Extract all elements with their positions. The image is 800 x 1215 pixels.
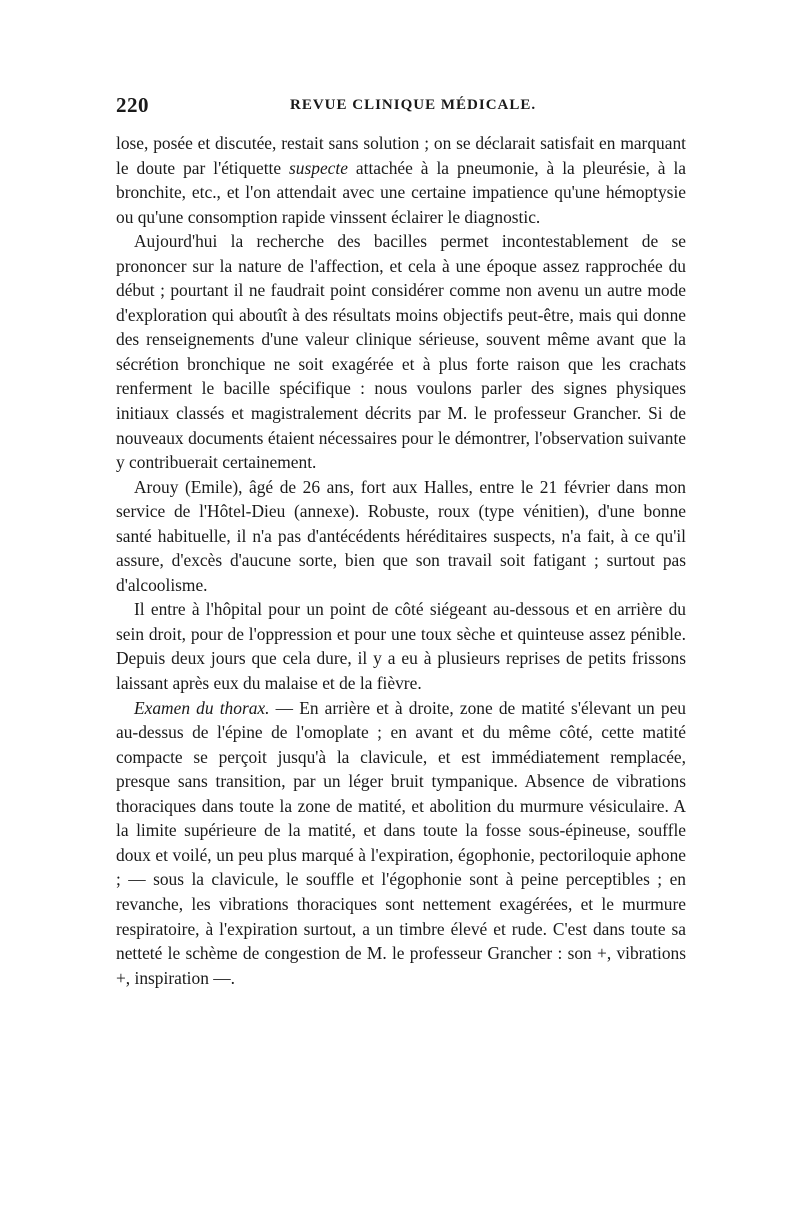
paragraph-text: — En arrière et à droite, zone de matité s'élevant un peu au-dessus de l'épine de l'omoplate ; en avant et du même côté, cette matité compacte se perçoit jusqu'à la clavicule, et est immédiatement remplacée, presque sans transition, par un léger bruit tympanique. Absence de vibrations thoraciques dans toute la zone de matité, et abolition du murmure vésiculaire. A la limite supérieure de la matité, et dans toute la fosse sous-épineuse, souffle doux et voilé, un peu plus marqué à l'expiration, égophonie, pectoriloquie aphone ; — sous la clavicule, le souffle et l'égophonie sont à peine perceptibles ; en revanche, les vibrations thoraciques sont nettement exagérées, et le murmure respiratoire, à l'expiration surtout, a un timbre élevé et rude. C'est dans toute sa netteté le schème de congestion de M. le professeur Grancher : son +, vibrations +, inspiration —. — [116, 697, 686, 988]
paragraph-text: lose, posée et discutée, restait sans solution ; on se déclarait satisfait en marquant le doute par l'étiquette — [116, 133, 686, 178]
paragraph-1 — [116, 131, 686, 229]
paragraph-5 — [116, 696, 686, 991]
paragraph-text: Arouy (Emile), âgé de 26 ans, fort aux Halles, entre le 21 février dans mon service de l'Hôtel-Dieu (annexe). Robuste, roux (type vénitien), d'une bonne santé habituelle, il n'a pas d'antécédents héréditaires suspects, n'a fait, à ce qu'il assure, d'excès d'aucune sorte, bien que son travail soit fatigant ; surtout pas d'alcoolisme. — [116, 476, 686, 595]
body-text — [116, 131, 686, 990]
italic-term: suspecte — [289, 157, 348, 178]
page-number: 220 — [116, 93, 149, 117]
paragraph-text: Aujourd'hui la recherche des bacilles permet incontestablement de se prononcer sur la nature de l'affection, et cela à une époque assez rapprochée du début ; pourtant il ne faudrait point considérer comme non avenu un autre mode d'exploration qui aboutît à des résultats moins objectifs peut-être, mais qui donne des renseignements d'une valeur clinique sérieuse, souvent même avant que la sécrétion bronchique ne soit exagérée et à plus forte raison que les crachats renferment le bacille spécifique : nous voulons parler des signes physiques initiaux classés et magistralement décrits par M. le professeur Grancher. Si de nouveaux documents étaient nécessaires pour le démontrer, l'observation suivante y contribuerait certainement. — [116, 231, 686, 473]
paragraph-text: Il entre à l'hôpital pour un point de côté siégeant au-dessous et en arrière du sein droit, pour de l'oppression et pour une toux sèche et quinteuse assez pénible. Depuis deux jours que cela dure, il y a eu à plusieurs reprises de petits frissons laissant après eux du malaise et de la fièvre. — [116, 599, 686, 694]
paragraph-3 — [116, 475, 686, 598]
paragraph-text-continued: attachée à la pneumonie, à la pleurésie, à la bronchite, etc., et l'on attendait avec une certaine impatience qu'une hémoptysie ou qu'une consomption rapide vinssent éclairer le diagnostic. — [116, 157, 686, 227]
page-header — [116, 93, 686, 123]
running-title: REVUE CLINIQUE MÉDICALE. — [290, 97, 537, 113]
section-heading-italic: Examen du thorax. — [134, 697, 270, 718]
paragraph-2 — [116, 229, 686, 474]
paragraph-4 — [116, 597, 686, 695]
